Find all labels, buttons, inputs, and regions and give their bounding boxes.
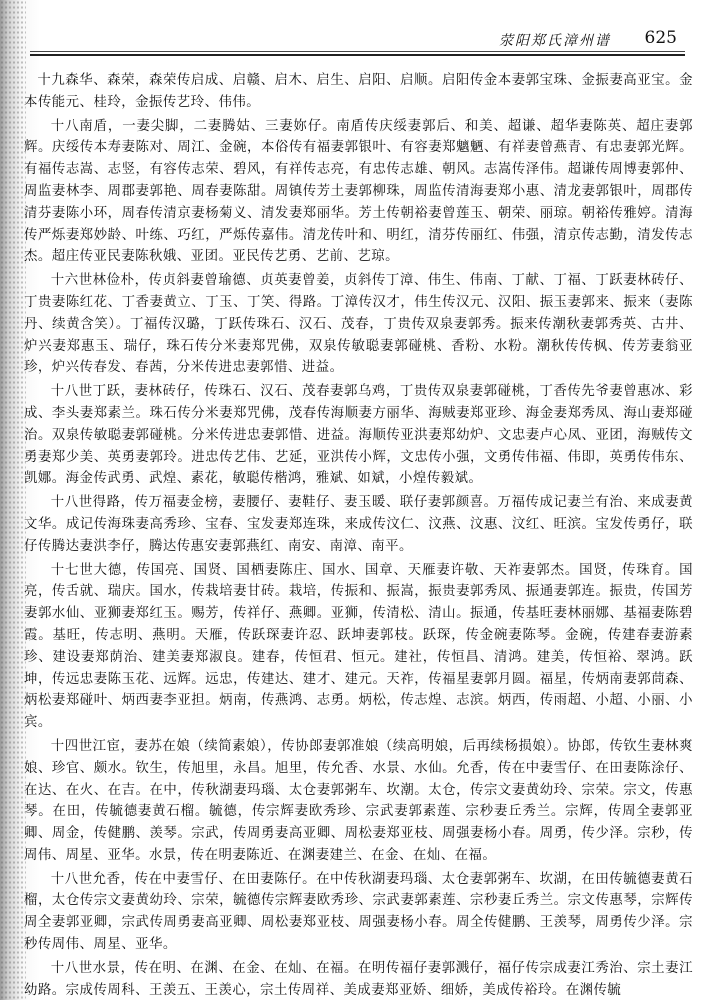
genealogy-paragraph: 十八南盾，一妻尖脚，二妻腾姑、三妻妳仔。南盾传庆绥妻郭后、和美、超谦、超华妻陈英、超庄妻郭辉。庆绥传本寿妻陈对、周江、金碗，本俗传有福妻郭银叶、有容妻郑魑魉、有祥妻曾燕青、有忠妻郭光辉。有福传志嵩、志竖，有容传志荣、碧风，有祥传志亮，有忠传志雄、朝风。志嵩传泽伟。超谦传周博妻郭仲、周监妻林李、周郡妻郭艳、周春妻陈甜。周镇传芳土妻郭柳珠，周监传清海妻郑小惠、清龙妻郭银叶，周郡传清芬妻陈小环，周春传清京妻杨菊义、清发妻郑丽华。芳土传朝裕妻曾莲玉、朝荣、丽琼。朝裕传雅婷。清海传严烁妻郑妙龄、叶练、巧红，严烁传嘉伟。清龙传叶和、明红，清芬传丽红、伟强，清京传志勤，清发传志杰。超庄传亚民妻陈秋娥、亚团。亚民传艺勇、艺前、艺琼。 (24, 118, 693, 265)
running-header (30, 30, 685, 56)
genealogy-paragraph: 十七世大德，传国亮、国贤、国栖妻陈庄、国水、国章、天雁妻许敬、天祚妻郭杰。国贤，传珠育。国亮，传舌就、瑞庆。国水，传栽培妻甘砖。栽培，传振和、振嵩，振贵妻郭秀凤、振通妻郭连。振贵，传国芳妻郭水仙、亚狮妻郑红玉。赐芳，传祥仔、燕卿。亚狮，传清松、清山。振通，传基旺妻林丽娜、基福妻陈碧霞。基旺，传志明、燕明。天雁，传跃琛妻许忍、跃坤妻郭枝。跃琛，传金碗妻陈琴。金碗，传建春妻游素珍、建设妻郑荫治、建美妻郑淑良。建春，传恒君、恒元。建社，传恒昌、清鸿。建美，传恒裕、翠鸿。跃坤，传远忠妻陈玉花、远辉。远忠，传建达、建才、建元。天祚，传福星妻郭月圆。福星，传炳南妻郭茼森、炳松妻郑碰叶、炳西妻李亚担。炳南，传燕鸿、志勇。炳松，传志煌、志滨。炳西，传雨超、小超、小丽、小宾。 (24, 562, 693, 731)
genealogy-paragraph: 十六世林俭朴，传贞斜妻曾瑜德、贞英妻曾姜，贞斜传丁漳、伟生、伟南、丁献、丁福、丁跃妻林砖仔、丁贵妻陈红花、丁香妻黄立、丁玉、丁笑、得路。丁漳传汉才，伟生传汉元、汉阳、振玉妻郭来、振来（妻陈丹、续黄含笑）。丁福传汉璐，丁跃传珠石、汉石、茂春，丁贵传双泉妻郭秀。振来传潮秋妻郭秀英、古井、炉兴妻郑惠玉、瑞仔，珠石传分米妻郑咒佛，双泉传敏聪妻郭碰桃、香粉、水粉。潮秋传传枫、传芳妻翁亚珍，炉兴传春发、春茜，分米传进忠妻郭惜、进益。 (24, 273, 693, 376)
genealogy-paragraph: 十四世江宦，妻苏在娘（续简素娘），传协郎妻郭准娘（续高明娘，后再续杨损娘）。协郎，传钦生妻林爽娘、珍官、颇水。钦生，传旭里，永昌。旭里，传允香、水景、水仙。允香，传在中妻雪仔、在田妻陈涂仔、在达、在火、在吉。在中，传秋湖妻玛瑙、太仓妻郭粥车、坎潮。太仓，传宗文妻黄幼玲、宗荣。宗文，传惠琴。在田，传毓德妻黄石榴。毓德，传宗辉妻欧秀珍、宗武妻郭素莲、宗秒妻丘秀兰。宗辉，传周全妻郭亚卿、周金，传健鹏、羡琴。宗武，传周勇妻高亚卿、周松妻郑亚枝、周强妻杨小春。周勇，传少泽。宗秒，传周伟、周星、亚华。水景，传在明妻陈近、在渊妻建兰、在金、在灿、在福。 (24, 738, 693, 863)
genealogy-paragraph: 十八世得路，传万福妻金榜，妻腰仔、妻鞋仔、妻玉暖、联仔妻郭颜喜。万福传成记妻兰有治、来成妻黄文华。成记传海珠妻高秀珍、宝春、宝发妻郑连珠，来成传汶仁、汶燕、汶惠、汶红、旺滨。宝发传勇仔，联仔传腾达妻洪李仔，腾达传惠安妻郭燕红、南安、南漳、南平。 (24, 495, 693, 554)
header-rule (30, 54, 685, 56)
genealogy-paragraph: 十八世丁跃，妻林砖仔，传珠石、汉石、茂春妻郭乌鸡，丁贵传双泉妻郭碰桃，丁香传先爷妻曾惠冰、彩成、李头妻郑素兰。珠石传分米妻郑咒佛，茂春传海顺妻方丽华、海贼妻郑亚珍、海金妻郑秀凤、海山妻郑碰治。双泉传敏聪妻郭碰桃。分米传进忠妻郭惜、进益。海顺传亚洪妻郑幼炉、文忠妻卢心凤、亚团，海贼传文勇妻郑少美、英勇妻郭玲。进忠传艺伟、艺延，亚洪传小辉，文忠传小强，文勇传伟福、伟即，英勇传伟东、凯娜。海金传武勇、武煌、素花，敏聪传楷鸿，雅斌、如斌，小煌传毅斌。 (24, 384, 693, 487)
header-thin-rule (30, 51, 685, 52)
page-number: 625 (644, 28, 677, 48)
genealogy-paragraph: 十八世允香，传在中妻雪仔、在田妻陈仔。在中传秋湖妻玛瑙、太仓妻郭粥车、坎湖，在田传毓德妻黄石榴，太仓传宗文妻黄幼玲、宗荣，毓德传宗辉妻欧秀珍、宗武妻郭素莲、宗秒妻丘秀兰。宗文传惠琴，宗辉传周全妻郭亚卿，宗武传周勇妻高亚卿、周松妻郑亚枝、周强妻杨小春。周全传健鹏、王羡琴，周勇传少泽。宗秒传周伟、周星、亚华。 (24, 871, 693, 953)
header-title: 荥阳郑氏漳州谱 (499, 33, 611, 49)
genealogy-paragraph: 十八世水景，传在明、在渊、在金、在灿、在福。在明传福仔妻郭溅仔，福仔传宗成妻江秀治、宗土妻江幼路。宗成传周科、王羡五、王羡心，宗土传周祥、美成妻郑亚娇、细娇，美成传裕玲。在渊传毓 (24, 960, 693, 998)
binding-shadow (0, 0, 26, 1000)
genealogy-paragraph: 十九森华、森荣，森荣传启成、启赣、启木、启生、启阳、启顺。启阳传金本妻郭宝珠、金振妻高亚宝。金本传能元、桂玲，金振传艺玲、伟伟。 (24, 73, 693, 110)
genealogy-text-body (24, 70, 693, 998)
